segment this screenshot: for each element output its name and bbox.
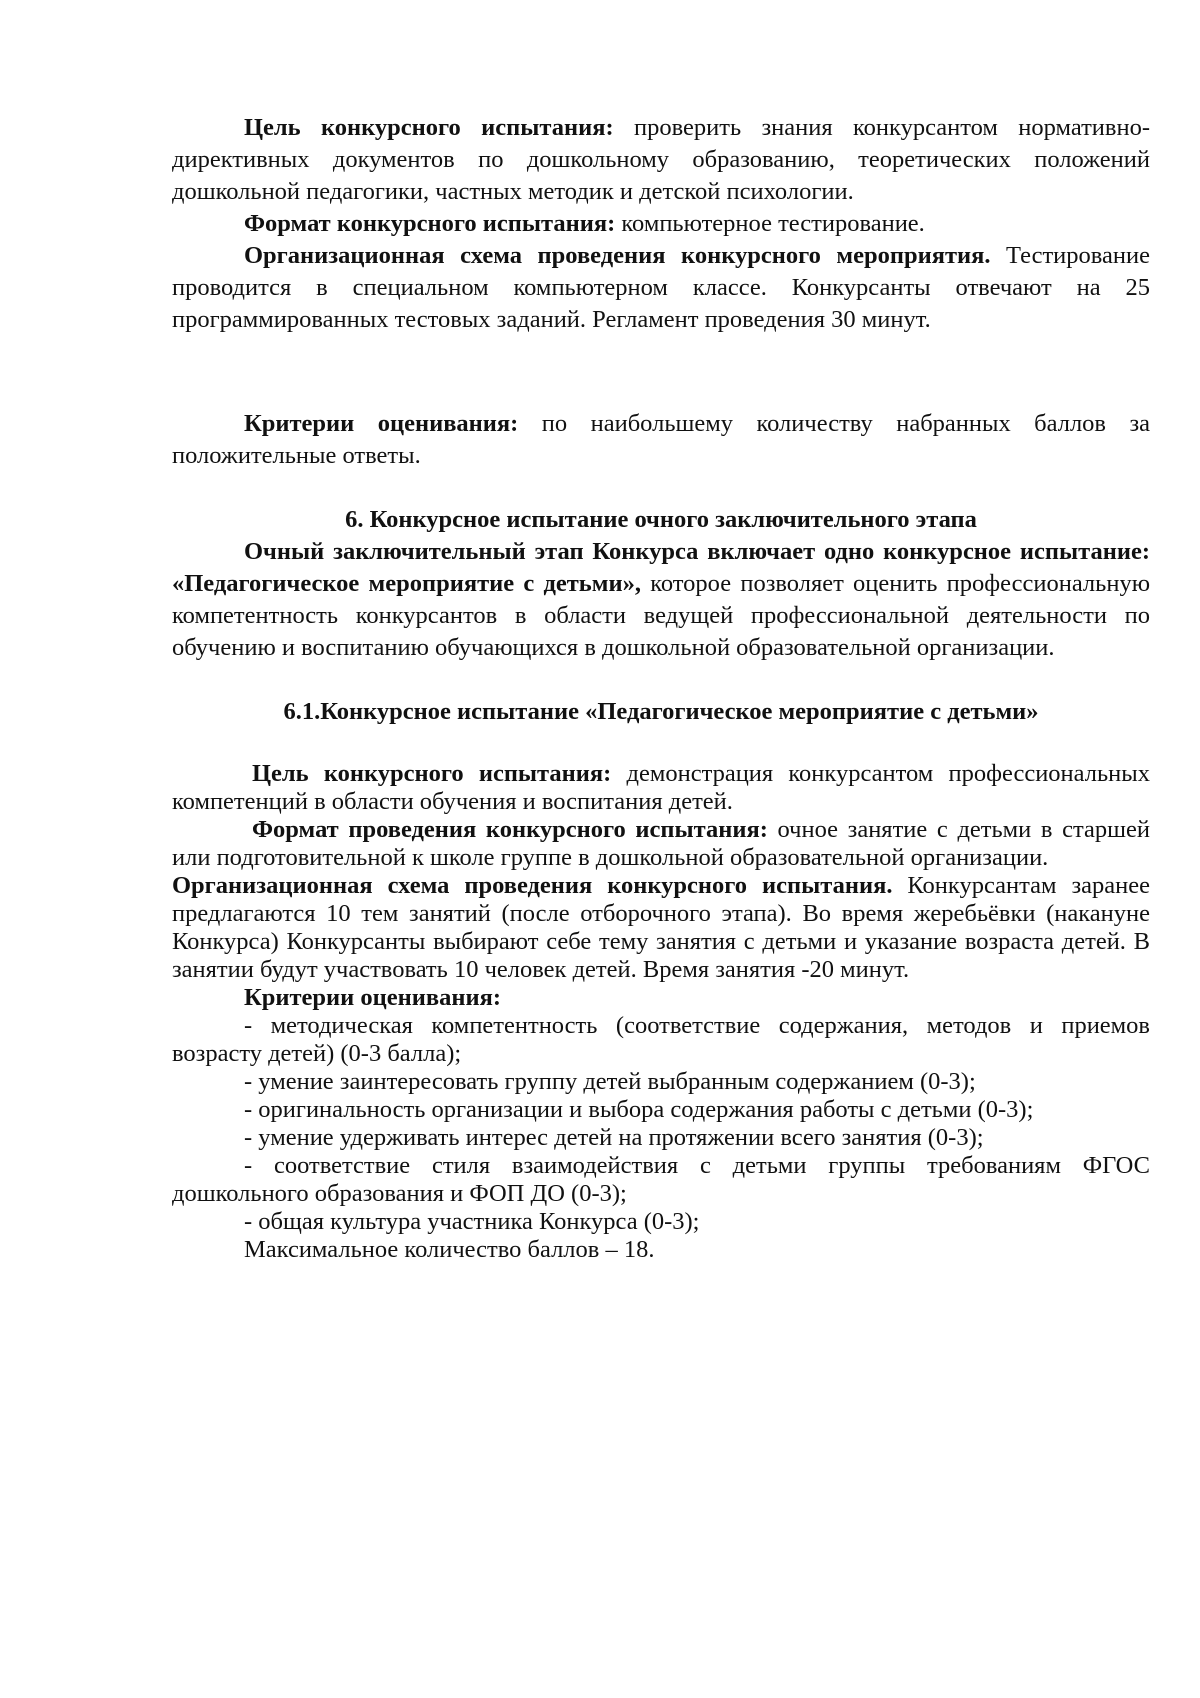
- section-6-1-criteria-heading: [172, 984, 1150, 1012]
- section-6-intro-text: которое позволяет оценить профессиональную компетентность конкурсантов в области ведущей профессиональной деятельности по обучению и воспитанию обучающихся в дошкольной образовательной организации.: [172, 570, 1150, 661]
- goal-paragraph: [172, 112, 1150, 208]
- criteria-item: - соответствие стиля взаимодействия с детьми группы требованиям ФГОС дошкольного образования и ФОП ДО (0-3);: [172, 1152, 1150, 1207]
- section-6-intro: [172, 536, 1150, 664]
- section-6-1-goal: [172, 760, 1150, 816]
- spacer: [172, 664, 1150, 696]
- org-scheme-label: Организационная схема проведения конкурсного мероприятия.: [244, 242, 991, 269]
- spacer: [172, 336, 1150, 408]
- section-6-heading: 6. Конкурсное испытание очного заключительного этапа: [345, 506, 977, 533]
- section-6-1-format-text: очное занятие с детьми в старшей или подготовительной к школе группе в дошкольной образовательной организации.: [172, 816, 1151, 871]
- section-6-1-org: [172, 872, 1150, 984]
- section-6-1-criteria-label: Критерии оценивания:: [244, 984, 501, 1011]
- criteria-text: по наибольшему количеству набранных баллов за положительные ответы.: [172, 410, 1151, 469]
- criteria-paragraph: [172, 408, 1150, 472]
- section-6-1-org-label: Организационная схема проведения конкурсного испытания.: [172, 872, 893, 899]
- criteria-label: Критерии оценивания:: [244, 410, 519, 437]
- max-score: Максимальное количество баллов – 18.: [244, 1236, 655, 1263]
- goal-label: Цель конкурсного испытания:: [244, 114, 614, 141]
- criteria-item: - общая культура участника Конкурса (0-3);: [244, 1208, 700, 1235]
- section-6-1-format-label: Формат проведения конкурсного испытания:: [252, 816, 768, 843]
- section-6-intro-bold: Очный заключительный этап Конкурса включает одно конкурсное испытание: «Педагогическое мероприятие с детьми»,: [172, 538, 1150, 597]
- format-paragraph: [172, 208, 1150, 240]
- criteria-item: - умение заинтересовать группу детей выбранным содержанием (0-3);: [244, 1068, 976, 1095]
- format-text: компьютерное тестирование.: [615, 210, 925, 237]
- criteria-item: - методическая компетентность (соответствие содержания, методов и приемов возрасту детей) (0-3 балла);: [172, 1012, 1150, 1067]
- section-6-1-heading: 6.1.Конкурсное испытание «Педагогическое мероприятие с детьми»: [283, 698, 1039, 725]
- document-page: [172, 112, 1150, 1264]
- goal-text: проверить знания конкурсантом нормативно-директивных документов по дошкольному образованию, теоретических положений дошкольной педагогики, частных методик и детской психологии.: [172, 114, 1150, 205]
- criteria-item: - умение удерживать интерес детей на протяжении всего занятия (0-3);: [244, 1124, 984, 1151]
- section-6-1-goal-text: демонстрация конкурсантом профессиональных компетенций в области обучения и воспитания детей.: [172, 760, 1150, 815]
- org-scheme-paragraph: [172, 240, 1150, 336]
- spacer: [172, 728, 1150, 760]
- spacer: [172, 472, 1150, 504]
- section-6-1-goal-label: Цель конкурсного испытания:: [252, 760, 612, 787]
- section-6-1-format: [172, 816, 1150, 872]
- section-6-1-org-text: Конкурсантам заранее предлагаются 10 тем занятий (после отборочного этапа). Во время жеребьёвки (накануне Конкурса) Конкурсанты выбирают себе тему занятия с детьми и указание возраста детей. В занятии будут участвовать 10 человек детей. Время занятия -20 минут.: [172, 872, 1150, 983]
- format-label: Формат конкурсного испытания:: [244, 210, 616, 237]
- org-scheme-text: Тестирование проводится в специальном компьютерном классе. Конкурсанты отвечают на 25 программированных тестовых заданий. Регламент проведения 30 минут.: [172, 242, 1150, 333]
- criteria-item: - оригинальность организации и выбора содержания работы с детьми (0-3);: [244, 1096, 1034, 1123]
